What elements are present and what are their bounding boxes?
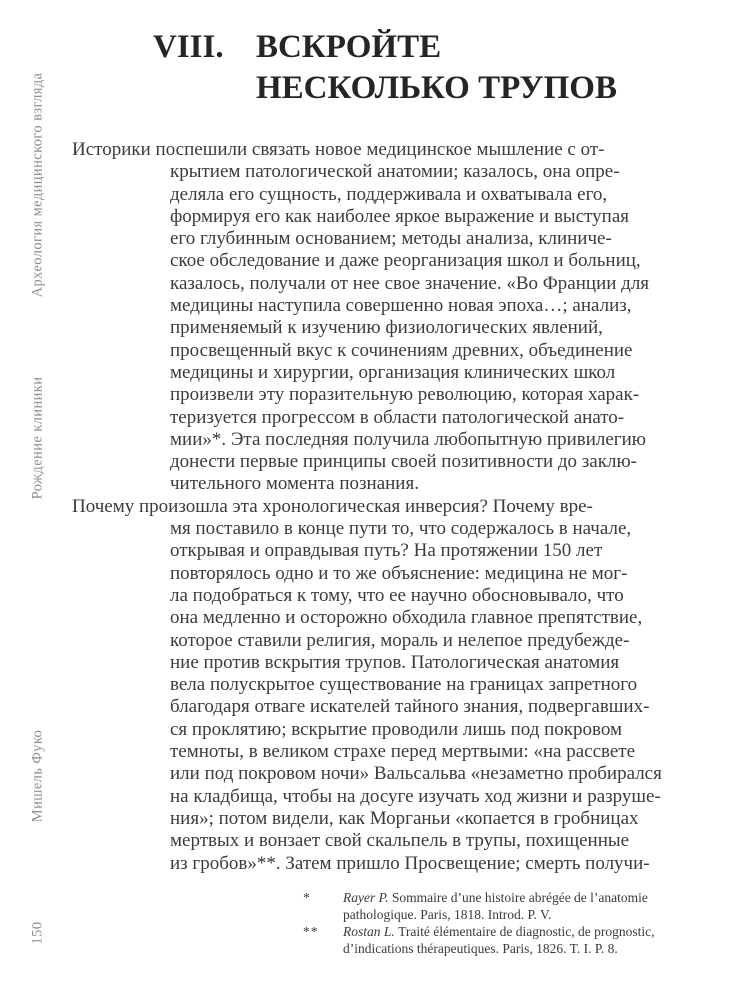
body-line: темноты, в великом страхе перед мертвыми: «на рассвете xyxy=(170,741,636,763)
body-line: Почему произошла эта хронологическая инверсия? Почему вре- xyxy=(72,495,593,517)
body-line: ние против вскрытия трупов. Патологическая анатомия xyxy=(170,651,620,673)
body-line: на кладбища, чтобы на досуге изучать ход жизни и разруше- xyxy=(170,785,661,807)
footnote-citation: Traité élémentaire de diagnostic, de prognostic, d’indications thérapeutiques. Paris, 1826. T. I. P. 8. xyxy=(343,924,655,956)
footnote-marker: ** xyxy=(303,924,319,939)
body-line: донести первые принципы своей позитивности до заклю- xyxy=(170,451,637,473)
footnote-marker: * xyxy=(303,890,311,905)
body-line: ния»; потом видели, как Морганьи «копается в гробницах xyxy=(170,807,639,829)
body-line: ла подобраться к тому, что ее научно обосновывало, что xyxy=(170,584,624,606)
body-line: вела полускрытое существование на границах запретного xyxy=(170,674,638,696)
sidebar-section-label: Археология медицинского взгляда xyxy=(29,72,46,298)
body-line: медицины наступила совершенно новая эпоха…; анализ, xyxy=(170,295,632,317)
paragraph-2 xyxy=(72,495,690,875)
chapter-title-line: НЕСКОЛЬКО ТРУПОВ xyxy=(256,70,617,106)
body-line: применяемый к изучению физиологических явлений, xyxy=(170,317,603,339)
sidebar-author: Мишель Фуко xyxy=(29,729,46,823)
body-line: деляла его сущность, поддерживала и охватывала его, xyxy=(170,183,608,205)
chapter-heading xyxy=(153,27,617,109)
body-line: ское обследование и даже реорганизация школ и больниц, xyxy=(170,250,641,272)
body-line: Историки поспешили связать новое медицинское мышление с от- xyxy=(72,139,605,160)
chapter-title xyxy=(256,27,617,109)
body-line: казалось, получали от нее свое значение. «Во Франции для xyxy=(170,272,650,294)
body-line: произвели эту поразительную революцию, которая харак- xyxy=(170,384,640,406)
body-line: ся проклятию; вскрытие проводили лишь под покровом xyxy=(170,718,623,740)
body-line: из гробов»**. Затем пришло Просвещение; смерть получи- xyxy=(170,852,650,874)
body-line: которое ставили религия, мораль и нелепое предубежде- xyxy=(170,629,630,651)
body-line: или под покровом ночи» Вальсальва «незаметно пробирался xyxy=(170,763,662,785)
body-line: просвещенный вкус к сочинениям древних, объединение xyxy=(170,339,633,361)
chapter-number: VIII. xyxy=(153,29,224,65)
body-line: теризуется прогрессом в области патологической анато- xyxy=(170,406,625,428)
body-line: она медленно и осторожно обходила главное препятствие, xyxy=(170,607,643,629)
footnote xyxy=(303,889,715,923)
body-line: мя поставило в конце пути то, что содержалось в начале, xyxy=(170,518,632,540)
footnote-author: Rostan L. xyxy=(343,924,395,939)
footnote-text xyxy=(343,889,715,923)
paragraph-1 xyxy=(72,139,690,496)
body-line: медицины и хирургии, организация клинических школ xyxy=(170,361,616,383)
body-line: открывая и оправдывая путь? На протяжении 150 лет xyxy=(170,540,603,562)
footnote xyxy=(303,923,715,957)
footnote-text xyxy=(343,923,715,957)
sidebar-book-title: Рождение клиники xyxy=(29,376,46,500)
body-line: повторялось одно и то же объяснение: медицина не мог- xyxy=(170,562,628,584)
body-line: формируя его как наиболее яркое выражение и выступая xyxy=(170,205,630,227)
chapter-title-line: ВСКРОЙТЕ xyxy=(256,29,442,65)
body-line: его глубинным основанием; методы анализа, клиниче- xyxy=(170,228,612,250)
body-line: благодаря отваге искателей тайного знания, подвергавших- xyxy=(170,696,650,718)
footnote-author: Rayer P. xyxy=(343,890,389,905)
body-line: мии»*. Эта последняя получила любопытную привилегию xyxy=(170,428,646,450)
footnotes xyxy=(303,889,715,957)
footnote-citation: Sommaire d’une histoire abrégée de l’anatomie pathologique. Paris, 1818. Introd. P. V. xyxy=(343,890,648,922)
page-number: 150 xyxy=(29,921,46,945)
body-line: чительного момента познания. xyxy=(170,473,419,495)
body-text xyxy=(72,139,690,875)
body-line: мертвых и вонзает свой скальпель в трупы, похищенные xyxy=(170,830,630,852)
body-line: крытием патологической анатомии; казалось, она опре- xyxy=(170,161,620,183)
